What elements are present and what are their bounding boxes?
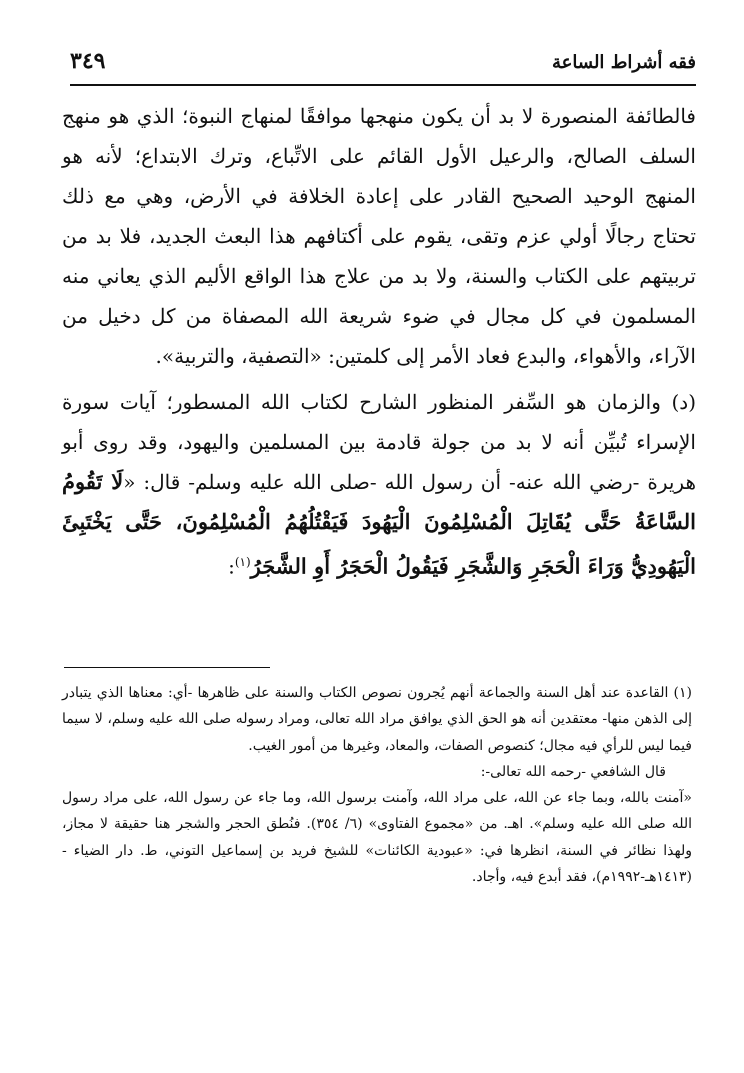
paragraph: فالطائفة المنصورة لا بد أن يكون منهجها موافقًا لمنهاج النبوة؛ الذي هو منهج السلف الصالح، والرعيل الأول القائم على الاتِّباع، وترك الابتداع؛ لأنه هو المنهج الوحيد الصحيح القادر على إعادة الخلافة في الأرض، وهي مع ذلك تحتاج رجالًا أولي عزم وتقى، يقوم على أكتافهم هذا البعث الجديد، فلا بد من تربيتهم على الكتاب والسنة، ولا بد من علاج هذا الواقع الأليم الذي يعاني منه المسلمون في كل مجال في ضوء شريعة الله المصفاة من كل دخيل من الآراء، والأهواء، والبدع فعاد الأمر إلى كلمتين: «التصفية، والتربية». [62,104,696,368]
footnotes [62,680,692,890]
main-text [62,96,696,587]
hadith-text: لَا تَقُومُ السَّاعَةُ حَتَّى يُقَاتِلَ الْمُسْلِمُونَ الْيَهُودَ فَيَقْتُلُهُمُ الْمُسْلِمُونَ، حَتَّى يَخْتَبِئَ الْيَهُودِيُّ وَرَاءَ الْحَجَرِ وَالشَّجَرِ فَيَقُولُ الْحَجَرُ أَوِ الشَّجَرُ [62,469,696,579]
footnote-text: (١) القاعدة عند أهل السنة والجماعة أنهم يُجرون نصوص الكتاب والسنة على ظاهرها -أي: معناها الذي يتبادر إلى الذهن منها- معتقدين أنه هو الحق الذي يوافق مراد الله تعالى، ومراد رسوله صلى الله عليه وسلم، لا سيما فيما ليس للرأي فيه مجال؛ كنصوص الصفات، والمعاد، وغيرها من أمور الغيب. [62,685,692,754]
running-title: فقه أشراط الساعة [552,52,696,73]
paragraph-intro: (د) والزمان هو السِّفر المنظور الشارح لكتاب الله المسطور؛ آيات سورة الإسراء تُبيِّن أنه لا بد من جولة قادمة بين المسلمين واليهود، وقد روى أبو هريرة -رضي الله عنه- أن رسول الله -صلى الله عليه وسلم- قال: « [62,390,696,494]
page-number: ٣٤٩ [70,48,106,74]
paragraph [62,382,696,587]
header-divider [70,84,696,86]
footnote-text: «آمنت بالله، وبما جاء عن الله، على مراد الله، وآمنت برسول الله، وما جاء عن رسول الله، على مراد رسول الله صلى الله عليه وسلم». اهـ. من «مجموع الفتاوى» (٦/ ٣٥٤). فنُطق الحجر والشجر هنا حقيقة لا مجاز، ولهذا نظائر في السنة، انظرها في: «عبودية الكائنات» للشيخ فريد بن إسماعيل التوني، ط. دار الضياء - (١٤١٣هـ-١٩٩٢م)، فقد أبدع فيه، وأجاد. [62,790,693,886]
footnote-text: قال الشافعي -رحمه الله تعالى-: [480,763,666,780]
page-header [70,46,696,80]
paragraph-end: : [228,554,235,579]
footnote-divider [64,667,270,668]
footnote-reference: (١) [234,555,251,569]
